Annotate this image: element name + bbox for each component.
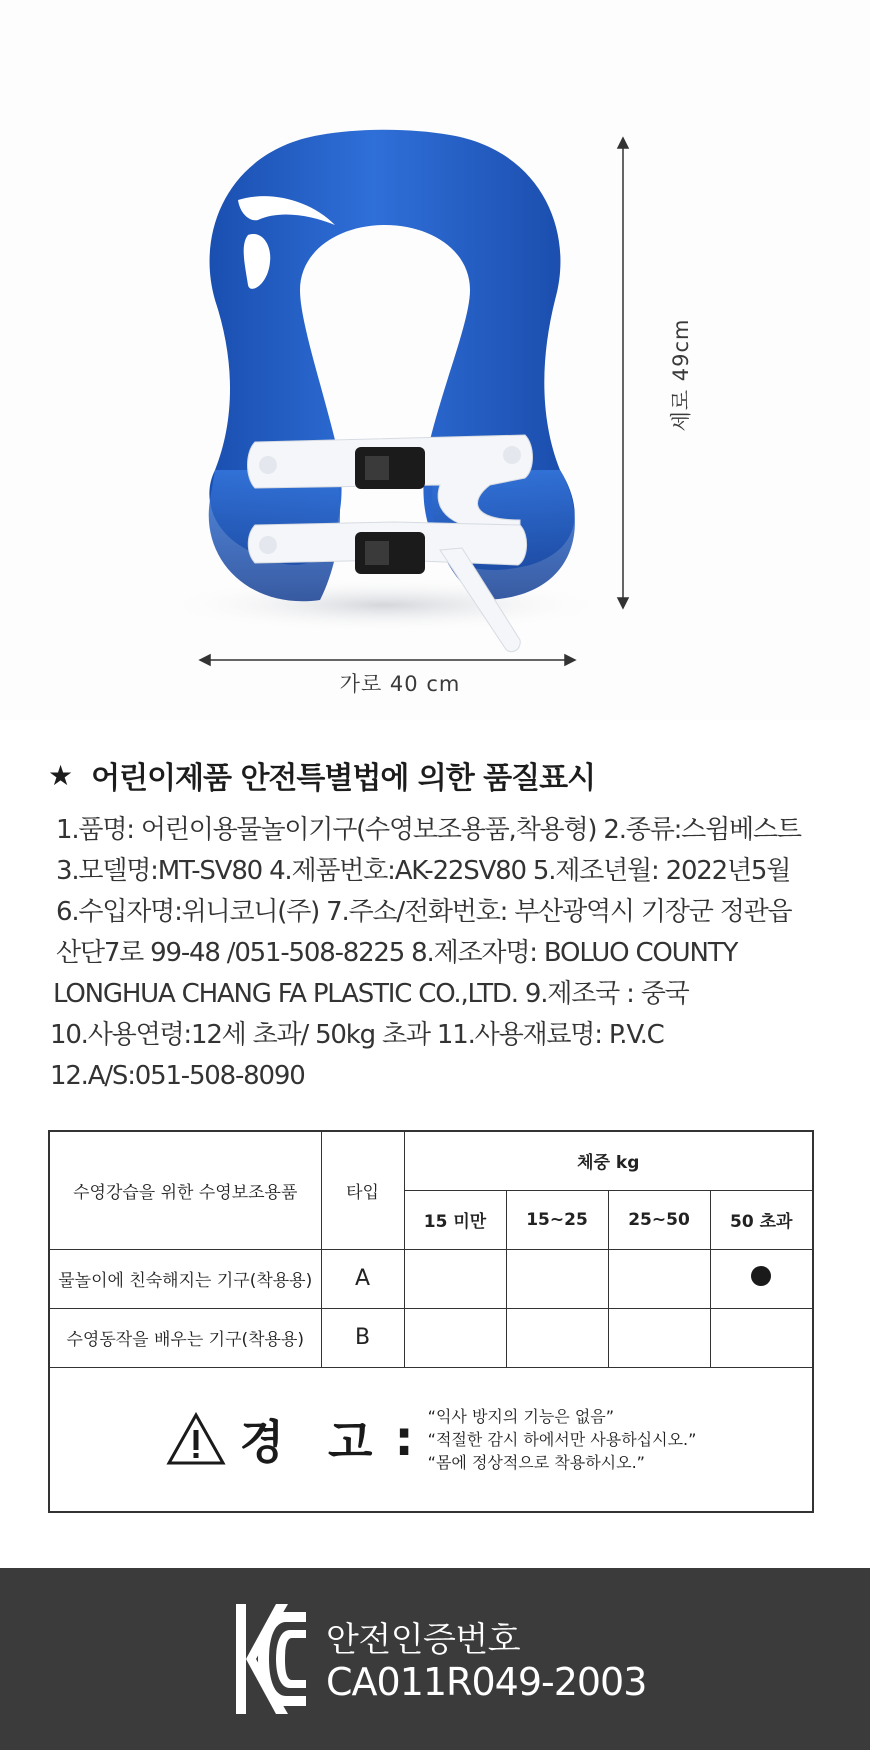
quality-title-row bbox=[48, 755, 595, 795]
certification-label: 안전인증번호 bbox=[326, 1620, 521, 1660]
weight-column-header: 50 초과 bbox=[710, 1190, 813, 1249]
weight-cell bbox=[506, 1249, 608, 1308]
weight-cell-checked bbox=[710, 1249, 813, 1308]
row-type: B bbox=[321, 1308, 404, 1367]
header-weight: 체중 kg bbox=[404, 1131, 813, 1190]
row-type: A bbox=[321, 1249, 404, 1308]
header-type: 타입 bbox=[321, 1131, 404, 1249]
weight-cell bbox=[506, 1308, 608, 1367]
table-row bbox=[49, 1249, 813, 1308]
certification-number: CA011R049-2003 bbox=[326, 1660, 647, 1704]
table-row bbox=[49, 1308, 813, 1367]
warning-lines bbox=[428, 1405, 697, 1474]
row-label: 수영동작을 배우는 기구(착용용) bbox=[49, 1308, 321, 1367]
certification-footer bbox=[0, 1568, 870, 1750]
weight-cell bbox=[404, 1249, 506, 1308]
warning-line: “익사 방지의 기능은 없음” bbox=[427, 1406, 615, 1426]
quality-line: LONGHUA CHANG FA PLASTIC CO.,LTD. 9.제조국 : 중국 bbox=[53, 979, 689, 1009]
vest-shadow bbox=[155, 577, 615, 633]
quality-line: 10.사용연령:12세 초과/ 50kg 초과 11.사용재료명: P.V.C bbox=[50, 1020, 664, 1050]
weight-cell bbox=[608, 1249, 710, 1308]
header-category: 수영강습을 위한 수영보조용품 bbox=[49, 1131, 321, 1249]
star-icon: ★ bbox=[48, 758, 74, 792]
swim-vest-illustration bbox=[0, 0, 870, 720]
warning-word: 경 고 bbox=[239, 1415, 387, 1470]
quality-line: 산단7로 99-48 /051-508-8225 8.제조자명: BOLUO COUNTY bbox=[56, 938, 738, 968]
warning-colon: : bbox=[394, 1411, 414, 1468]
height-label: 세로 49cm bbox=[669, 318, 693, 432]
warning-triangle-icon bbox=[166, 1412, 226, 1466]
width-dimension-line bbox=[200, 655, 575, 665]
quality-line: 1.품명: 어린이용물놀이기구(수영보조용품,착용형) 2.종류:스윔베스트 bbox=[56, 815, 801, 845]
weight-cell bbox=[710, 1308, 813, 1367]
quality-info bbox=[50, 810, 850, 1097]
warning-cell bbox=[49, 1367, 813, 1512]
weight-column-header: 25~50 bbox=[608, 1190, 710, 1249]
width-label: 가로 40 cm bbox=[339, 672, 461, 696]
quality-line: 12.A/S:051-508-8090 bbox=[50, 1061, 305, 1091]
product-image-area bbox=[0, 0, 870, 720]
row-label: 물놀이에 친숙해지는 기구(착용용) bbox=[49, 1249, 321, 1308]
warning-line: “몸에 정상적으로 착용하시오.” bbox=[427, 1452, 645, 1472]
weight-type-table bbox=[48, 1130, 814, 1513]
weight-cell bbox=[608, 1308, 710, 1367]
warning-line: “적절한 감시 하에서만 사용하십시오.” bbox=[427, 1429, 697, 1449]
weight-column-header: 15~25 bbox=[506, 1190, 608, 1249]
check-dot-icon bbox=[751, 1266, 771, 1286]
weight-cell bbox=[404, 1308, 506, 1367]
height-dimension-line bbox=[618, 138, 628, 608]
quality-line: 3.모델명:MT-SV80 4.제품번호:AK-22SV80 5.제조년월: 2022년5월 bbox=[56, 856, 791, 886]
quality-title: 어린이제품 안전특별법에 의한 품질표시 bbox=[91, 761, 596, 796]
quality-line: 6.수입자명:위니코니(주) 7.주소/전화번호: 부산광역시 기장군 정관읍 bbox=[56, 897, 792, 927]
kc-mark-icon bbox=[236, 1604, 308, 1714]
weight-column-header: 15 미만 bbox=[404, 1190, 506, 1249]
